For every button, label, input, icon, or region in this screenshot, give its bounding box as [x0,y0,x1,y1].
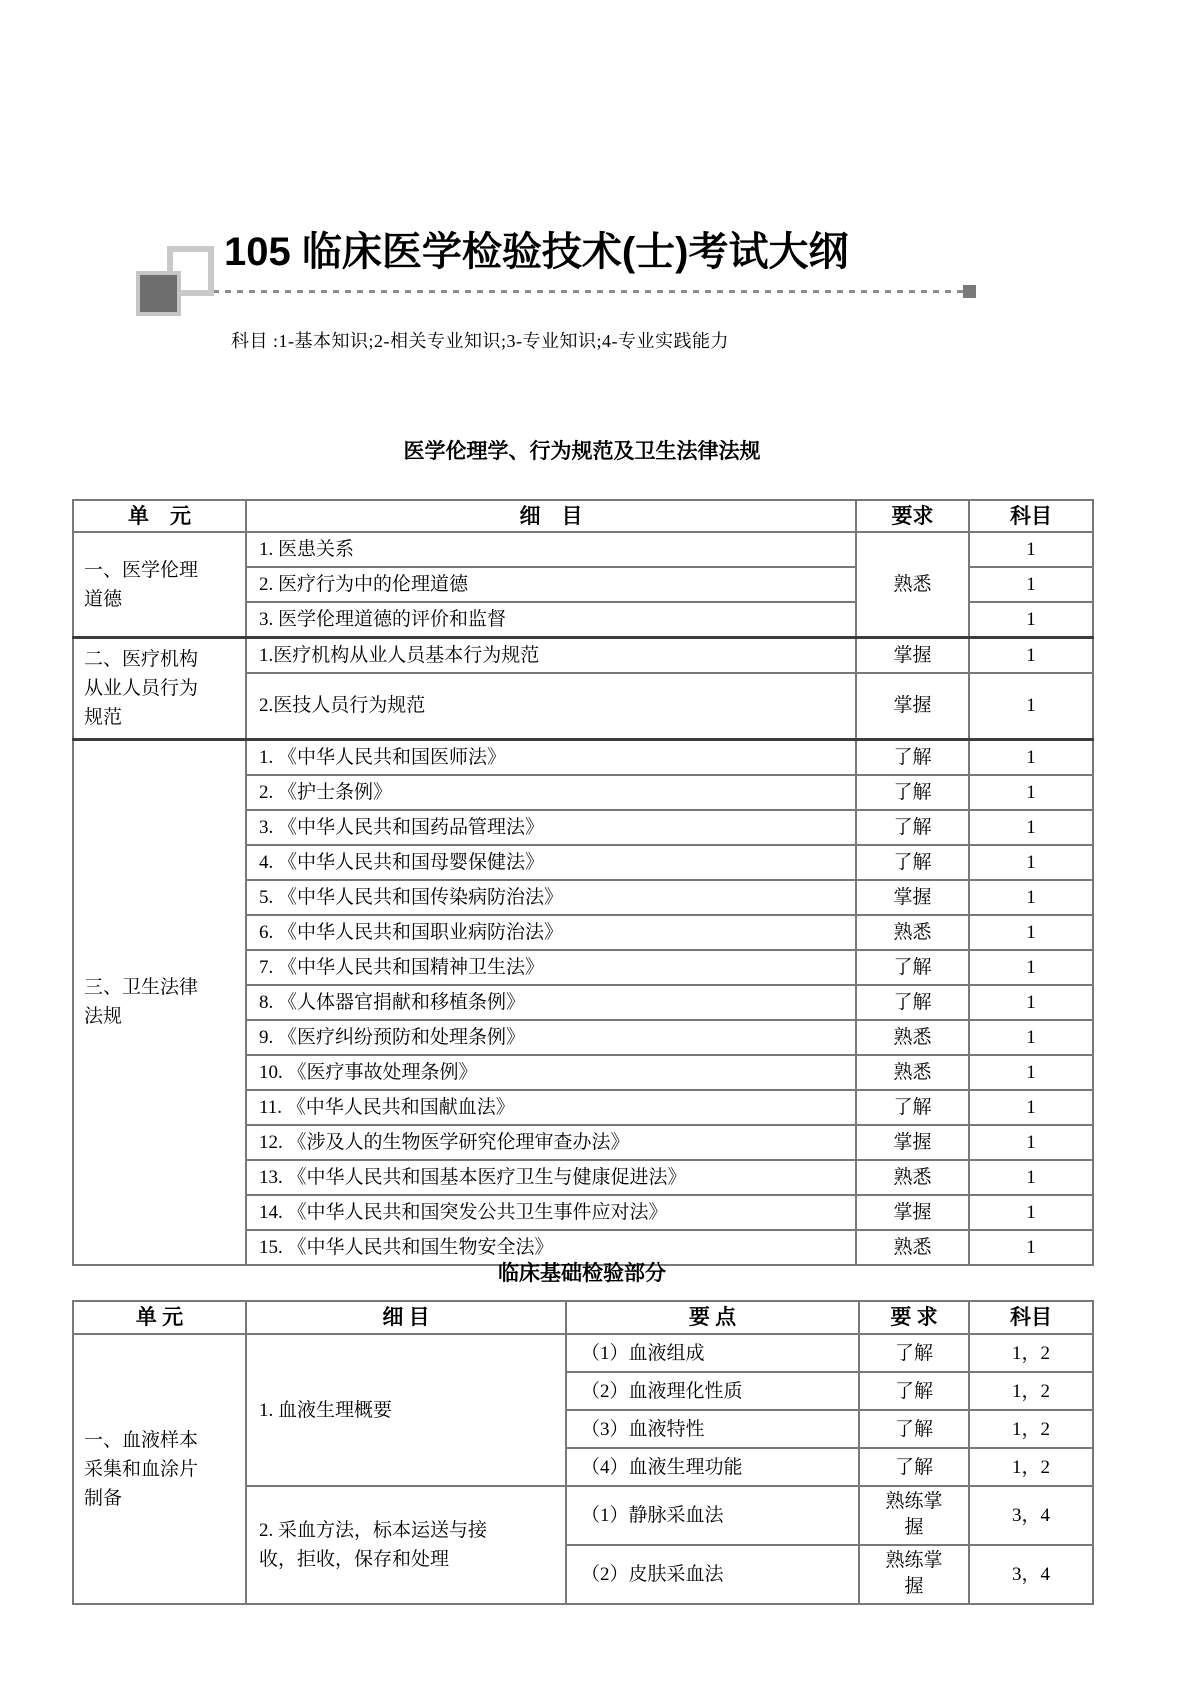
requirement-cell: 熟悉 [856,1055,969,1090]
requirement-label: 熟练掌握 [885,1550,943,1597]
subject-cell: 1，2 [969,1448,1093,1486]
unit-cell [73,1334,246,1604]
requirement-cell: 了解 [856,985,969,1020]
item-cell: 1.医疗机构从业人员基本行为规范 [246,638,856,674]
requirement-cell [859,1545,969,1604]
requirement-cell [859,1486,969,1545]
header-row [73,500,1093,532]
unit-cell [73,638,246,740]
item-cell: 7. 《中华人民共和国精神卫生法》 [246,950,856,985]
column-header-item: 细 目 [246,500,856,532]
requirement-cell: 了解 [856,739,969,775]
subject-cell: 1 [969,1230,1093,1265]
subject-cell: 1 [969,845,1093,880]
item-cell: 1. 血液生理概要 [246,1334,566,1486]
item-cell: 10. 《医疗事故处理条例》 [246,1055,856,1090]
subject-cell: 1 [969,810,1093,845]
item-cell: 2.医技人员行为规范 [246,673,856,739]
item-cell: 14. 《中华人民共和国突发公共卫生事件应对法》 [246,1195,856,1230]
clinical-table [72,1300,1094,1605]
item-cell: 4. 《中华人民共和国母婴保健法》 [246,845,856,880]
title-dashed-rule [213,290,963,293]
subject-cell: 1 [969,1160,1093,1195]
subjects-note: 科目 :1-基本知识;2-相关专业知识;3-专业知识;4-专业实践能力 [231,331,729,351]
item-cell: 5. 《中华人民共和国传染病防治法》 [246,880,856,915]
unit-label: 二、医疗机构从业人员行为规范 [84,648,199,728]
deco-solid-square-icon [136,271,181,316]
item-cell: 6. 《中华人民共和国职业病防治法》 [246,915,856,950]
requirement-cell: 熟悉 [856,915,969,950]
item-cell: 12. 《涉及人的生物医学研究伦理审查办法》 [246,1125,856,1160]
table-row [73,638,1093,674]
subject-cell: 1 [969,1020,1093,1055]
subject-cell: 1 [969,915,1093,950]
subject-cell: 1 [969,985,1093,1020]
item-cell: 1. 医患关系 [246,532,856,567]
column-header-unit: 单 元 [73,1301,246,1334]
item-cell: 2. 《护士条例》 [246,775,856,810]
requirement-cell: 熟悉 [856,532,969,638]
subject-cell: 1 [969,602,1093,638]
requirement-cell: 掌握 [856,1195,969,1230]
point-cell: （4）血液生理功能 [566,1448,859,1486]
header-row [73,1301,1093,1334]
unit-label: 三、卫生法律法规 [84,977,199,1027]
item-cell: 9. 《医疗纠纷预防和处理条例》 [246,1020,856,1055]
table-row [73,532,1093,567]
requirement-cell: 掌握 [856,1125,969,1160]
requirement-cell: 了解 [859,1372,969,1410]
item-cell: 15. 《中华人民共和国生物安全法》 [246,1230,856,1265]
item-cell [246,1486,566,1604]
ethics-table [72,499,1094,1266]
subject-cell: 3，4 [969,1486,1093,1545]
unit-cell [73,739,246,1265]
subject-cell: 1 [969,1090,1093,1125]
requirement-cell: 熟悉 [856,1230,969,1265]
subject-cell: 1 [969,1125,1093,1160]
unit-label: 一、血液样本采集和血涂片制备 [84,1429,199,1509]
clinical-table-title: 临床基础检验部分 [498,1262,666,1285]
item-label: 2. 采血方法，标本运送与接收，拒收，保存和处理 [259,1520,488,1570]
point-cell: （1）血液组成 [566,1334,859,1372]
requirement-label: 熟练掌握 [885,1491,943,1538]
point-cell: （2）血液理化性质 [566,1372,859,1410]
subject-cell: 1 [969,638,1093,674]
column-header-subject: 科目 [969,1301,1093,1334]
column-header-requirement: 要 求 [859,1301,969,1334]
table-row [73,1334,1093,1372]
unit-label: 一、医学伦理道德 [84,559,199,610]
requirement-cell: 掌握 [856,673,969,739]
unit-cell [73,532,246,638]
requirement-cell: 了解 [856,1090,969,1125]
point-cell: （3）血液特性 [566,1410,859,1448]
requirement-cell: 了解 [856,950,969,985]
item-cell: 3. 《中华人民共和国药品管理法》 [246,810,856,845]
subject-cell: 1 [969,673,1093,739]
point-cell: （2）皮肤采血法 [566,1545,859,1604]
dashed-rule-end-square-icon [963,285,976,298]
column-header-unit: 单 元 [73,500,246,532]
item-cell: 11. 《中华人民共和国献血法》 [246,1090,856,1125]
requirement-cell: 了解 [859,1410,969,1448]
subject-cell: 1 [969,1055,1093,1090]
subject-cell: 1 [969,1195,1093,1230]
requirement-cell: 掌握 [856,638,969,674]
subject-cell: 3，4 [969,1545,1093,1604]
requirement-cell: 了解 [856,775,969,810]
requirement-cell: 熟悉 [856,1020,969,1055]
column-header-requirement: 要求 [856,500,969,532]
point-cell: （1）静脉采血法 [566,1486,859,1545]
ethics-table-title: 医学伦理学、行为规范及卫生法律法规 [403,440,761,463]
item-cell: 2. 医疗行为中的伦理道德 [246,567,856,602]
requirement-cell: 了解 [856,810,969,845]
column-header-point: 要 点 [566,1301,859,1334]
subject-cell: 1 [969,739,1093,775]
item-cell: 13. 《中华人民共和国基本医疗卫生与健康促进法》 [246,1160,856,1195]
subject-cell: 1 [969,567,1093,602]
subject-cell: 1，2 [969,1372,1093,1410]
requirement-cell: 掌握 [856,880,969,915]
requirement-cell: 了解 [856,845,969,880]
item-cell: 8. 《人体器官捐献和移植条例》 [246,985,856,1020]
table-row [73,739,1093,775]
subject-cell: 1 [969,775,1093,810]
subject-cell: 1 [969,880,1093,915]
requirement-cell: 熟悉 [856,1160,969,1195]
subject-cell: 1，2 [969,1334,1093,1372]
column-header-subject: 科目 [969,500,1093,532]
subject-cell: 1，2 [969,1410,1093,1448]
requirement-cell: 了解 [859,1334,969,1372]
item-cell: 3. 医学伦理道德的评价和监督 [246,602,856,638]
item-cell: 1. 《中华人民共和国医师法》 [246,739,856,775]
subject-cell: 1 [969,950,1093,985]
subject-cell: 1 [969,532,1093,567]
requirement-cell: 了解 [859,1448,969,1486]
column-header-item: 细 目 [246,1301,566,1334]
page-title: 105 临床医学检验技术(士)考试大纲 [224,230,849,274]
